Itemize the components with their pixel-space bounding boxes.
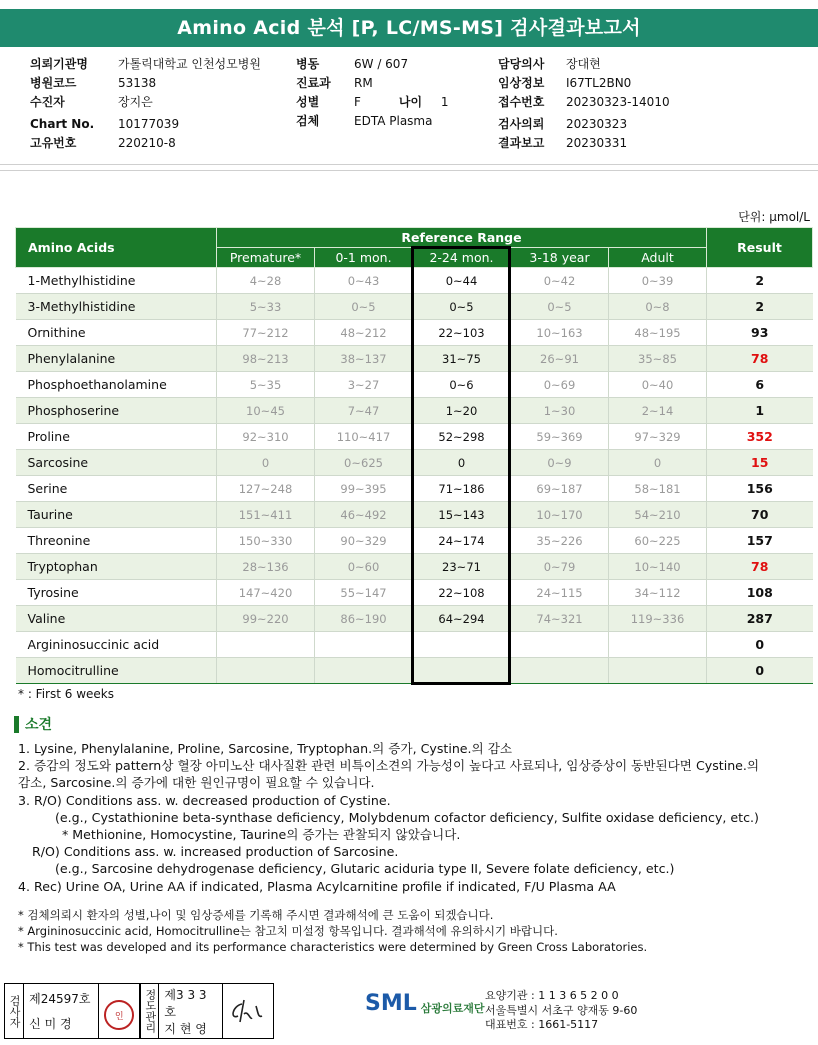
examiner-name: 신 미 경: [29, 1017, 72, 1031]
col-header-amino: Amino Acids: [16, 228, 217, 268]
result-value: 78: [707, 554, 813, 580]
reference-range: 98~213: [217, 346, 315, 372]
reference-range: 54~210: [609, 502, 707, 528]
info-value: 10177039: [118, 117, 180, 131]
footnote: * : First 6 weeks: [18, 687, 114, 701]
info-row: [30, 93, 261, 112]
reference-range: 10~163: [511, 320, 609, 346]
opinion-line: 감소, Sarcosine.의 증가에 대한 원인규명이 필요할 수 있습니다.: [18, 775, 375, 791]
opinion-line: 3. R/O) Conditions ass. w. decreased production of Cystine.: [18, 792, 391, 808]
info-label: 수진자: [30, 95, 65, 109]
ref-col-header: Premature*: [217, 248, 315, 268]
table-row: [16, 528, 813, 554]
opinion-line: 4. Rec) Urine OA, Urine AA if indicated, Plasma Acylcarnitine profile if indicated, F/U Plasma AA: [18, 878, 616, 894]
reference-range: 92~310: [217, 424, 315, 450]
reference-range: [609, 632, 707, 658]
reference-range: 0~6: [413, 372, 511, 398]
reference-range: 0: [217, 450, 315, 476]
handwritten-signature-icon: [228, 994, 268, 1028]
info-value: F: [354, 95, 361, 109]
info-label: 담당의사: [498, 57, 545, 71]
patient-info-col1: [30, 55, 261, 153]
info-row: [498, 115, 670, 134]
signature-box: [4, 983, 274, 1039]
confirmer-cell: [159, 984, 223, 1038]
table-row: [16, 268, 813, 294]
table-row: [16, 606, 813, 632]
info-row: [498, 93, 670, 112]
ref-col-header: 3-18 year: [511, 248, 609, 268]
table-row: [16, 346, 813, 372]
reference-range: 31~75: [413, 346, 511, 372]
info-value: 장지은: [118, 95, 153, 109]
reference-range: 0~5: [413, 294, 511, 320]
info-row: [30, 134, 261, 153]
amino-acid-name: 3-Methylhistidine: [16, 294, 217, 320]
amino-acid-name: Sarcosine: [16, 450, 217, 476]
amino-acid-name: Ornithine: [16, 320, 217, 346]
confirmer-name: 지 현 영: [164, 1022, 207, 1036]
amino-acid-name: Tryptophan: [16, 554, 217, 580]
info-value: EDTA Plasma: [354, 114, 433, 128]
reference-range: 10~140: [609, 554, 707, 580]
reference-range: [511, 658, 609, 684]
info-row: [296, 55, 449, 74]
confirmer-license: 제3 3 3 호: [164, 988, 207, 1019]
amino-acid-name: 1-Methylhistidine: [16, 268, 217, 294]
reference-range: [217, 632, 315, 658]
result-value: 352: [707, 424, 813, 450]
ref-col-header: 2-24 mon.: [413, 248, 511, 268]
info-row: [296, 74, 449, 93]
age-label: 나이: [398, 95, 423, 109]
info-row: [30, 55, 261, 74]
info-label: 결과보고: [498, 136, 545, 150]
unit-label: 단위: μmol/L: [738, 210, 810, 224]
heading-bar: [14, 716, 19, 733]
reference-range: 0: [413, 450, 511, 476]
divider: [0, 170, 818, 171]
amino-acid-name: Serine: [16, 476, 217, 502]
info-row: [498, 74, 670, 93]
reference-range: 26~91: [511, 346, 609, 372]
result-value: 156: [707, 476, 813, 502]
reference-range: 74~321: [511, 606, 609, 632]
table-row: [16, 398, 813, 424]
reference-range: [511, 632, 609, 658]
reference-range: 60~225: [609, 528, 707, 554]
reference-range: 48~195: [609, 320, 707, 346]
reference-range: 86~190: [315, 606, 413, 632]
opinion-line: 1. Lysine, Phenylalanine, Proline, Sarcosine, Tryptophan.의 증가, Cystine.의 감소: [18, 741, 513, 756]
info-label: 성별: [296, 95, 320, 109]
result-value: 6: [707, 372, 813, 398]
report-title: Amino Acid 분석 [P, LC/MS-MS] 검사결과보고서: [0, 9, 818, 47]
reference-range: 99~395: [315, 476, 413, 502]
signature-cell: [223, 984, 273, 1038]
reference-range: [217, 658, 315, 684]
inst-address: 서울특별시 서초구 양재동 9-60: [485, 1003, 638, 1017]
reference-range: 10~45: [217, 398, 315, 424]
patient-info-col3: [498, 55, 670, 153]
table-row: [16, 372, 813, 398]
patient-info-col2: [296, 55, 449, 131]
reference-range: 5~35: [217, 372, 315, 398]
table-row: [16, 294, 813, 320]
reference-range: [413, 632, 511, 658]
reference-range: 151~411: [217, 502, 315, 528]
col-header-result: Result: [707, 228, 813, 268]
reference-range: 52~298: [413, 424, 511, 450]
reference-range: 22~108: [413, 580, 511, 606]
table-row: [16, 658, 813, 684]
result-value: 0: [707, 632, 813, 658]
reference-range: 0~5: [511, 294, 609, 320]
info-label: 진료과: [296, 76, 331, 90]
info-value: I67TL2BN0: [566, 76, 632, 90]
reference-range: 35~226: [511, 528, 609, 554]
confirmer-label: 정도관리: [140, 984, 159, 1038]
info-label: Chart No.: [30, 117, 95, 131]
reference-range: 46~492: [315, 502, 413, 528]
amino-acid-name: Taurine: [16, 502, 217, 528]
ref-col-header: Adult: [609, 248, 707, 268]
reference-range: 77~212: [217, 320, 315, 346]
info-label: 고유번호: [30, 136, 77, 150]
logo-org-name: 삼광의료재단: [420, 1002, 485, 1015]
result-value: 2: [707, 294, 813, 320]
result-value: 1: [707, 398, 813, 424]
result-value: 93: [707, 320, 813, 346]
opinion-text: [18, 740, 808, 895]
reference-range: 110~417: [315, 424, 413, 450]
reference-range: 127~248: [217, 476, 315, 502]
reference-range: 0~79: [511, 554, 609, 580]
reference-range: 5~33: [217, 294, 315, 320]
table-row: [16, 502, 813, 528]
reference-range: 1~30: [511, 398, 609, 424]
reference-range: 90~329: [315, 528, 413, 554]
info-value: 53138: [118, 76, 157, 90]
info-value: 20230323: [566, 117, 628, 131]
reference-range: 99~220: [217, 606, 315, 632]
examiner-license: 제24597호: [29, 992, 91, 1006]
amino-acid-name: Proline: [16, 424, 217, 450]
info-value: RM: [354, 76, 373, 90]
reference-range: 0~60: [315, 554, 413, 580]
opinion-line: (e.g., Sarcosine dehydrogenase deficiency, Glutaric aciduria type II, Severe folate deficiency, etc.): [55, 861, 675, 877]
amino-acid-table: [15, 227, 813, 684]
institution-info: [485, 989, 637, 1033]
inst-phone: 대표번호 : 1661-5117: [485, 1018, 599, 1031]
reference-range: 7~47: [315, 398, 413, 424]
age-value: 1: [440, 95, 449, 109]
reference-range: 35~85: [609, 346, 707, 372]
result-value: 108: [707, 580, 813, 606]
reference-range: 23~71: [413, 554, 511, 580]
reference-range: 22~103: [413, 320, 511, 346]
reference-range: 55~147: [315, 580, 413, 606]
reference-range: 0~5: [315, 294, 413, 320]
reference-range: 58~181: [609, 476, 707, 502]
table-row: [16, 476, 813, 502]
result-value: 70: [707, 502, 813, 528]
reference-range: 24~174: [413, 528, 511, 554]
reference-range: 97~329: [609, 424, 707, 450]
amino-acid-name: Threonine: [16, 528, 217, 554]
opinion-line: (e.g., Cystathionine beta-synthase deficiency, Molybdenum cofactor deficiency, Sulfite oxidase deficiency, etc.): [55, 809, 759, 825]
logo-mark: SML: [365, 990, 417, 1016]
result-value: 15: [707, 450, 813, 476]
reference-range: 0~44: [413, 268, 511, 294]
reference-range: 4~28: [217, 268, 315, 294]
opinion-line: 2. 증감의 정도와 pattern상 혈장 아미노산 대사질환 관련 비특이소견의 가능성이 높다고 사료되나, 임상증상이 동반된다면 Cystine.의: [18, 758, 760, 774]
reference-range: 0: [609, 450, 707, 476]
info-value: 6W / 607: [354, 57, 409, 71]
info-value: 장대현: [566, 57, 601, 71]
info-row: [296, 112, 449, 131]
inst-code: 요양기관 : 1 1 3 6 5 2 0 0: [485, 989, 619, 1002]
reference-range: 24~115: [511, 580, 609, 606]
info-label: 임상정보: [498, 76, 545, 90]
stamp-cell: [99, 984, 140, 1038]
reference-range: 1~20: [413, 398, 511, 424]
result-value: 78: [707, 346, 813, 372]
reference-range: 150~330: [217, 528, 315, 554]
opinion-heading: [14, 714, 52, 734]
info-label: 병원코드: [30, 76, 77, 90]
opinion-line: R/O) Conditions ass. w. increased production of Sarcosine.: [32, 844, 399, 860]
seal-stamp: 인: [104, 1000, 134, 1030]
info-label: 병동: [296, 57, 320, 71]
table-row: [16, 632, 813, 658]
info-row: [30, 115, 261, 134]
info-label: 검사의뢰: [498, 117, 545, 131]
reference-range: 0~40: [609, 372, 707, 398]
reference-range: 0~43: [315, 268, 413, 294]
info-label: 접수번호: [498, 95, 545, 109]
report-notes: [18, 907, 647, 955]
info-label: 의뢰기관명: [30, 57, 88, 71]
reference-range: [315, 632, 413, 658]
examiner-cell: [24, 984, 99, 1038]
reference-range: 71~186: [413, 476, 511, 502]
result-value: 157: [707, 528, 813, 554]
examiner-label: 검사자: [5, 984, 24, 1038]
reference-range: [609, 658, 707, 684]
sml-logo: [365, 990, 485, 1016]
reference-range: 10~170: [511, 502, 609, 528]
info-value: 20230323-14010: [566, 95, 670, 109]
reference-range: 59~369: [511, 424, 609, 450]
amino-acid-name: Tyrosine: [16, 580, 217, 606]
info-value: 20230331: [566, 136, 628, 150]
amino-acid-name: Phenylalanine: [16, 346, 217, 372]
col-header-reference: Reference Range: [217, 228, 707, 248]
table-row: [16, 580, 813, 606]
reference-range: 119~336: [609, 606, 707, 632]
note-line: * This test was developed and its performance characteristics were determined by Green Cross Laboratories.: [18, 940, 648, 954]
info-row: [498, 55, 670, 74]
result-value: 0: [707, 658, 813, 684]
info-row: [30, 74, 261, 93]
reference-range: 34~112: [609, 580, 707, 606]
note-line: * Argininosuccinic acid, Homocitrulline는 참고치 미설정 항목입니다. 결과해석에 유의하시기 바랍니다.: [18, 924, 558, 938]
reference-range: 48~212: [315, 320, 413, 346]
reference-range: 0~69: [511, 372, 609, 398]
reference-range: [413, 658, 511, 684]
reference-range: 28~136: [217, 554, 315, 580]
result-value: 2: [707, 268, 813, 294]
reference-range: 0~8: [609, 294, 707, 320]
info-label: 검체: [296, 114, 320, 128]
table-row: [16, 554, 813, 580]
reference-range: [315, 658, 413, 684]
info-row: [498, 134, 670, 153]
reference-range: 2~14: [609, 398, 707, 424]
reference-range: 147~420: [217, 580, 315, 606]
amino-acid-name: Phosphoserine: [16, 398, 217, 424]
reference-range: 38~137: [315, 346, 413, 372]
reference-range: 69~187: [511, 476, 609, 502]
note-line: * 검체의뢰시 환자의 성별,나이 및 임상증세를 기록해 주시면 결과해석에 큰 도움이 되겠습니다.: [18, 908, 494, 922]
reference-range: 64~294: [413, 606, 511, 632]
divider: [0, 164, 818, 165]
reference-range: 3~27: [315, 372, 413, 398]
reference-range: 15~143: [413, 502, 511, 528]
reference-range: 0~9: [511, 450, 609, 476]
amino-acid-name: Argininosuccinic acid: [16, 632, 217, 658]
amino-acid-name: Phosphoethanolamine: [16, 372, 217, 398]
amino-acid-name: Valine: [16, 606, 217, 632]
reference-range: 0~625: [315, 450, 413, 476]
opinion-title: 소견: [25, 717, 53, 733]
info-value: 220210-8: [118, 136, 176, 150]
ref-col-header: 0-1 mon.: [315, 248, 413, 268]
table-row: [16, 320, 813, 346]
reference-range: 0~39: [609, 268, 707, 294]
info-row: [296, 93, 449, 112]
reference-range: 0~42: [511, 268, 609, 294]
result-value: 287: [707, 606, 813, 632]
info-value: 가톨릭대학교 인천성모병원: [118, 57, 261, 71]
amino-acid-name: Homocitrulline: [16, 658, 217, 684]
opinion-line: * Methionine, Homocystine, Taurine의 증가는 관찰되지 않았습니다.: [62, 827, 461, 843]
table-row: [16, 424, 813, 450]
table-row: [16, 450, 813, 476]
